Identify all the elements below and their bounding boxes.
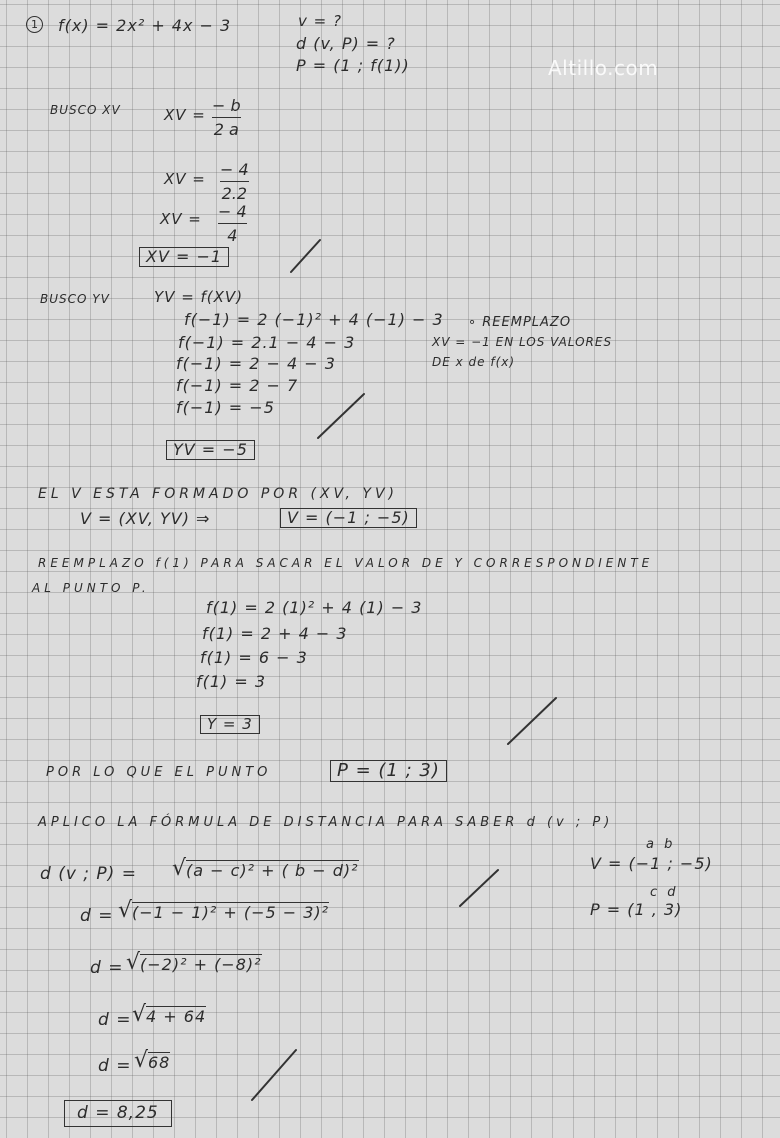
distance-step2-lhs: d = (90, 958, 124, 978)
distance-step1-lhs: d = (80, 906, 114, 926)
point-step: f(1) = 3 (196, 672, 267, 691)
distance-step4-lhs: d = (98, 1056, 132, 1076)
sqrt-symbol: √ (132, 1002, 148, 1027)
xv-formula-denominator: 2 a (213, 120, 239, 139)
distance-step4-radical: √ 68 (134, 1048, 171, 1073)
ask-vertex: v = ? (298, 12, 342, 30)
yv-step: f(−1) = −5 (176, 398, 275, 417)
point-conclusion: POR LO QUE EL PUNTO (46, 765, 272, 780)
distance-step2-radical: √ (−2)² + (−8)² (126, 950, 262, 975)
sqrt-symbol: √ (172, 856, 188, 881)
sqrt-symbol: √ (118, 898, 134, 923)
distance-step1-radical: √ (−1 − 1)² + (−5 − 3)² (118, 898, 330, 923)
v-coordinate-labels: a b (646, 837, 676, 852)
ask-distance: d (v, P) = ? (296, 34, 396, 53)
point-intro: REEMPLAZO f(1) PARA SACAR EL VALOR DE Y CORRESPONDIENTE (38, 556, 654, 570)
vertex-result-box: V = (−1 ; −5) (280, 508, 417, 528)
yv-step: f(−1) = 2 − 4 − 3 (176, 354, 336, 373)
yv-definition: YV = f(XV) (154, 288, 244, 306)
yv-step: f(−1) = 2.1 − 4 − 3 (178, 333, 356, 352)
check-mark (460, 870, 498, 906)
distance-formula-radical: √ (a − c)² + ( b − d)² (172, 856, 359, 881)
replace-note: ∘ REEMPLAZO (468, 315, 572, 330)
distance-step3-lhs: d = (98, 1010, 132, 1030)
xv-step2-lhs: XV = (160, 210, 202, 228)
y-result-box: Y = 3 (200, 715, 260, 734)
replace-note: DE x de f(x) (432, 355, 516, 369)
point-step: f(1) = 2 + 4 − 3 (202, 624, 348, 643)
yv-label: BUSCO YV (40, 292, 110, 306)
p-coordinates: P = (1 , 3) (590, 900, 683, 919)
sqrt-symbol: √ (126, 950, 142, 975)
vertex-definition: V = (XV, YV) ⇒ (80, 509, 211, 528)
xv-step1-numerator: − 4 (220, 160, 249, 179)
xv-step2-denominator: 4 (227, 226, 238, 245)
vertex-statement: EL V ESTA FORMADO POR (XV, YV) (38, 486, 399, 502)
sqrt-symbol: √ (134, 1048, 150, 1073)
check-mark (252, 1050, 296, 1100)
point-result-box: P = (1 ; 3) (330, 760, 447, 782)
ask-point: P = (1 ; f(1)) (296, 56, 410, 75)
distance-formula-lhs: d (v ; P) = (40, 864, 137, 884)
exercise-number: 1 (26, 16, 43, 33)
distance-intro: APLICO LA FÓRMULA DE DISTANCIA PARA SABER d (v ; P) (38, 815, 614, 830)
xv-formula-lhs: XV = (164, 106, 206, 124)
function-definition: f(x) = 2x² + 4x − 3 (58, 16, 232, 35)
xv-step1-lhs: XV = (164, 170, 206, 188)
p-coordinate-labels: c d (650, 885, 679, 900)
point-step: f(1) = 2 (1)² + 4 (1) − 3 (206, 598, 423, 617)
yv-step: f(−1) = 2 − 7 (176, 376, 299, 395)
point-step: f(1) = 6 − 3 (200, 648, 308, 667)
distance-result-box: d = 8,25 (64, 1100, 172, 1127)
check-mark (318, 394, 364, 438)
xv-formula-numerator: − b (212, 96, 241, 115)
xv-step2-numerator: − 4 (218, 202, 247, 221)
distance-step3-radical: √ 4 + 64 (132, 1002, 207, 1027)
yv-step: f(−1) = 2 (−1)² + 4 (−1) − 3 (184, 310, 444, 329)
point-intro: AL PUNTO P. (32, 581, 150, 595)
replace-note: XV = −1 EN LOS VALORES (432, 335, 613, 349)
yv-result-box: YV = −5 (166, 440, 255, 460)
watermark: Altillo.com (548, 56, 659, 80)
xv-step1-denominator: 2.2 (221, 184, 248, 203)
xv-result-box: XV = −1 (139, 247, 229, 267)
v-coordinates: V = (−1 ; −5) (590, 854, 713, 873)
xv-label: BUSCO XV (50, 103, 121, 117)
check-mark (508, 698, 556, 744)
check-mark (291, 240, 320, 272)
